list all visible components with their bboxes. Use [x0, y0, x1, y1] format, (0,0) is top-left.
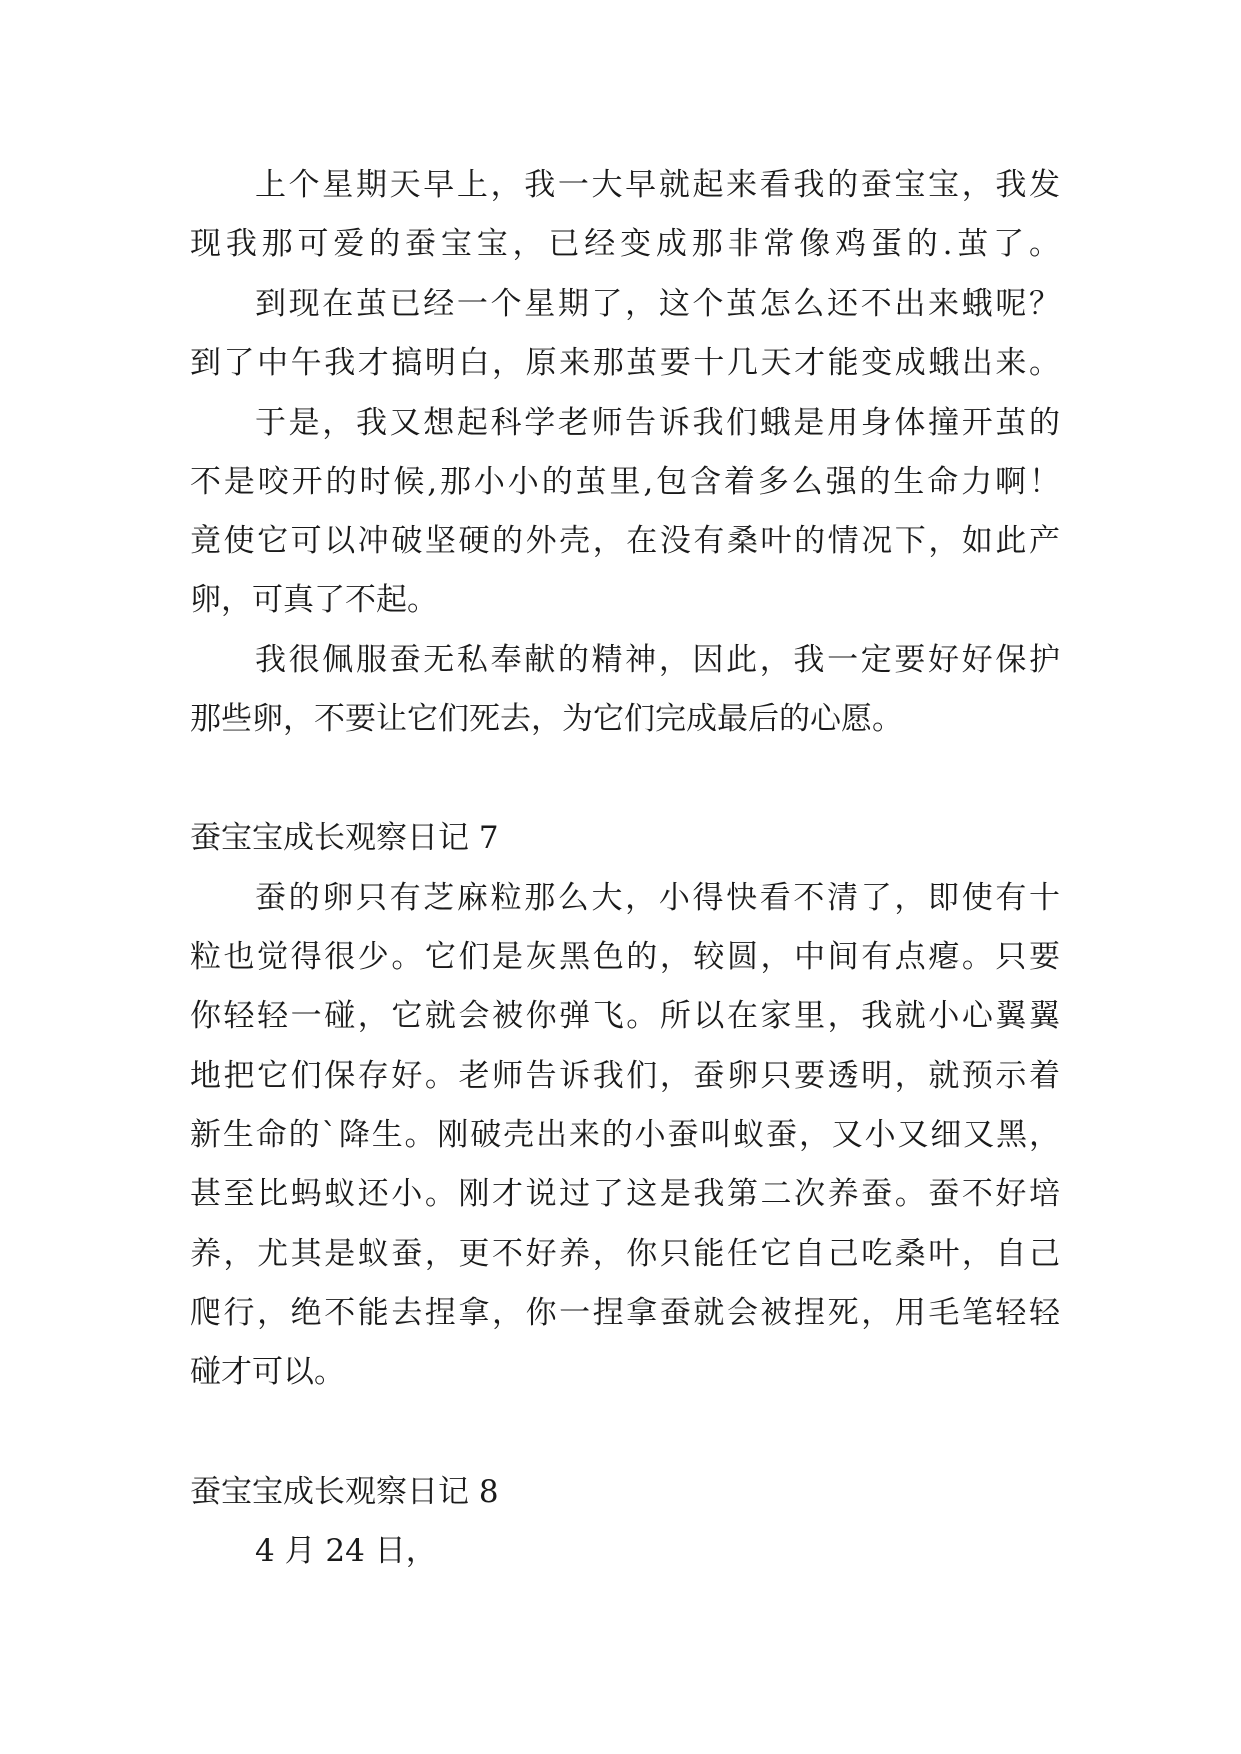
section-a-para3-line4: 卵，可真了不起。	[190, 582, 438, 618]
section-b-para1-line2: 粒也觉得很少。它们是灰黑色的，较圆，中间有点瘪。只要	[190, 939, 1060, 975]
section-a-para4-line1: 我很佩服蚕无私奉献的精神，因此，我一定要好好保护	[255, 642, 1060, 678]
section-a-para4-line2: 那些卵，不要让它们死去，为它们完成最后的心愿。	[190, 701, 903, 737]
section-a-para3-line3: 竟使它可以冲破坚硬的外壳，在没有桑叶的情况下，如此产	[190, 523, 1060, 559]
section-b-para1-line7: 养，尤其是蚁蚕，更不好养，你只能任它自己吃桑叶，自己	[190, 1236, 1060, 1272]
section-b-para1-line5: 新生命的`降生。刚破壳出来的小蚕叫蚁蚕，又小又细又黑，	[190, 1117, 1060, 1153]
section-c-para1-line1: 4 月 24 日，	[255, 1533, 437, 1569]
section-b-para1-line4: 地把它们保存好。老师告诉我们，蚕卵只要透明，就预示着	[190, 1058, 1060, 1094]
section-b-para1-line9: 碰才可以。	[190, 1354, 345, 1390]
section-a-para1-line1: 上个星期天早上，我一大早就起来看我的蚕宝宝，我发	[255, 167, 1060, 203]
section-b-para1-line8: 爬行，绝不能去捏拿，你一捏拿蚕就会被捏死，用毛笔轻轻	[190, 1295, 1060, 1331]
section-b-para1-line3: 你轻轻一碰，它就会被你弹飞。所以在家里，我就小心翼翼	[190, 998, 1060, 1034]
section-b-para1-line1: 蚕的卵只有芝麻粒那么大，小得快看不清了，即使有十	[255, 880, 1060, 916]
section-a-para1-line2: 现我那可爱的蚕宝宝，已经变成那非常像鸡蛋的.茧了。	[190, 226, 1060, 262]
section-a-para3-line2: 不是咬开的时候,那小小的茧里,包含着多么强的生命力啊！	[190, 464, 1060, 500]
section-c-title: 蚕宝宝成长观察日记 8	[190, 1474, 499, 1510]
section-b-para1-line6: 甚至比蚂蚁还小。刚才说过了这是我第二次养蚕。蚕不好培	[190, 1176, 1060, 1212]
section-a-para2-line2: 到了中午我才搞明白，原来那茧要十几天才能变成蛾出来。	[190, 345, 1060, 381]
section-a-para2-line1: 到现在茧已经一个星期了，这个茧怎么还不出来蛾呢？	[255, 286, 1060, 322]
section-b-title: 蚕宝宝成长观察日记 7	[190, 820, 499, 856]
section-a-para3-line1: 于是，我又想起科学老师告诉我们蛾是用身体撞开茧的	[255, 405, 1060, 441]
